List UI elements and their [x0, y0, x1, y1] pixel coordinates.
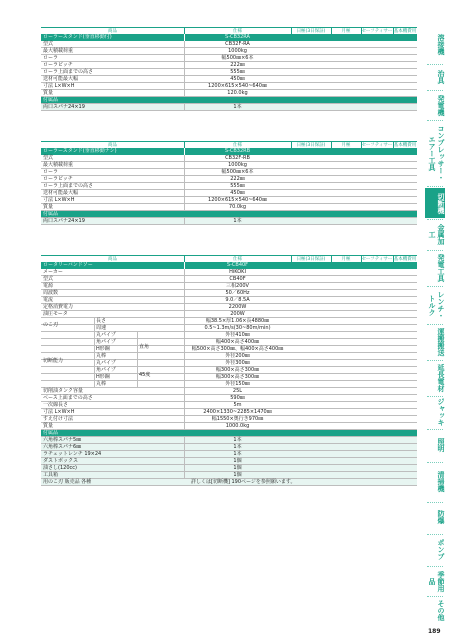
- cell-divider: [184, 190, 185, 197]
- cell-divider: [94, 318, 95, 325]
- side-index-item[interactable]: 溶接機: [437, 33, 445, 55]
- cell-divider: [184, 360, 185, 367]
- spec-row: [41, 62, 417, 69]
- spec-row: [41, 416, 417, 423]
- side-index-item[interactable]: ジャッキ: [437, 398, 445, 426]
- spec-value: 25L: [232, 388, 243, 394]
- cell-divider: [184, 353, 185, 360]
- spec-value: 450㎜: [230, 190, 245, 196]
- product-band: [41, 34, 417, 41]
- spec-value: 幅300×高さ300㎜: [215, 367, 260, 373]
- spec-subrow: [41, 332, 417, 339]
- column-header-product: 商品: [108, 143, 117, 148]
- cell-divider: [184, 388, 185, 395]
- spec-label: 切削油タンク容量: [43, 388, 83, 394]
- spec-row: [41, 395, 417, 402]
- spec-label: ローラ: [43, 55, 59, 61]
- cell-divider: [184, 472, 185, 479]
- side-index-item[interactable]: 季節用品: [428, 570, 445, 592]
- spec-label: 送材可能最大幅: [43, 190, 79, 196]
- spec-value: CB32F-RB: [225, 155, 250, 161]
- column-header-product: 商品: [108, 257, 117, 262]
- spec-label: 一次線長さ: [43, 402, 69, 408]
- spec-subrow: [41, 374, 417, 381]
- spec-subrow: [41, 346, 417, 353]
- spec-row: [41, 69, 417, 76]
- spec-sublabel: H形鋼: [96, 374, 110, 380]
- product-band: [41, 148, 417, 155]
- cell-divider: [184, 83, 185, 90]
- spec-row: [41, 90, 417, 97]
- column-header-spec: 仕様: [233, 29, 242, 34]
- spec-sublabel: 丸棒: [96, 353, 107, 359]
- side-index-separator: [427, 186, 443, 187]
- spec-label: 質量: [43, 90, 54, 96]
- spec-label: ローラ上面までの高さ: [43, 69, 94, 75]
- product-code: S-CB32RB: [224, 148, 251, 154]
- cell-divider: [94, 353, 95, 360]
- spec-row: [41, 290, 417, 297]
- spec-subrow: [41, 325, 417, 332]
- spec-row: [41, 176, 417, 183]
- spec-label: 質量: [43, 204, 54, 210]
- side-index: [425, 26, 445, 626]
- spec-row: [41, 76, 417, 83]
- cell-divider: [184, 218, 185, 225]
- band-divider: [184, 148, 185, 155]
- spec-row: [41, 83, 417, 90]
- accessories-title-row: [41, 430, 417, 437]
- spec-sublabel: 長さ: [96, 318, 107, 324]
- spec-value: CB32F-RA: [225, 41, 250, 47]
- spec-label: ローラピッチ: [43, 62, 73, 68]
- angle-label-straight: 直角: [139, 344, 150, 350]
- cell-divider: [184, 197, 185, 204]
- band-divider: [184, 34, 185, 41]
- spec-subrow: [41, 318, 417, 325]
- spec-row: [41, 48, 417, 55]
- spec-row: [41, 104, 417, 111]
- column-header-product: 商品: [108, 29, 117, 34]
- cell-divider: [184, 269, 185, 276]
- cell-divider: [184, 55, 185, 62]
- cell-divider: [184, 402, 185, 409]
- spec-row: [41, 444, 417, 451]
- spec-value: 1本: [233, 437, 242, 443]
- side-index-separator: [427, 286, 443, 287]
- column-header-safety: セーフティサー: [361, 257, 393, 262]
- column-header-monthly: 月極: [341, 257, 351, 262]
- spec-subrow: [41, 353, 417, 360]
- side-index-item[interactable]: ポンプ: [437, 538, 445, 560]
- product-name: ローラースタンド(垂直移動付): [43, 34, 112, 40]
- spec-label: 両口スパナ24×19: [43, 218, 85, 224]
- side-index-item[interactable]: 防爆: [437, 510, 445, 524]
- product-code: S-CB40F: [226, 262, 249, 268]
- spec-label: ローラピッチ: [43, 176, 73, 182]
- spec-value: 2400×1330~2285×1470㎜: [203, 409, 272, 415]
- spec-value: 0.5~1.3m/s(30~80m/min): [204, 325, 271, 331]
- spec-row: [41, 402, 417, 409]
- side-index-item[interactable]: 金属加工: [428, 224, 445, 245]
- product-name: ロータリーバンドソー: [43, 262, 93, 268]
- cell-divider: [184, 176, 185, 183]
- spec-row: [41, 183, 417, 190]
- side-index-separator: [427, 429, 443, 430]
- spec-label: ダストボックス: [43, 458, 78, 464]
- side-index-separator: [427, 324, 443, 325]
- cell-divider: [94, 325, 95, 332]
- cell-divider: [94, 339, 95, 346]
- spec-label: すえ付け寸法: [43, 416, 74, 422]
- spec-sublabel: H形鋼: [96, 346, 110, 352]
- spec-row: [41, 458, 417, 465]
- spec-row: [41, 276, 417, 283]
- spec-value: 三相200V: [226, 283, 249, 289]
- spec-value: 1000kg: [228, 162, 247, 168]
- spec-value: CB40F: [229, 276, 246, 282]
- cell-divider: [94, 367, 95, 374]
- column-header-safety: セーフティサー: [361, 143, 393, 148]
- spec-sublabel: 周速: [96, 325, 107, 331]
- cell-divider: [184, 451, 185, 458]
- cell-divider: [184, 297, 185, 304]
- accessories-title: 付属品: [43, 97, 59, 103]
- cell-divider: [94, 332, 95, 339]
- spec-label: ローラ上面までの高さ: [43, 183, 94, 189]
- accessories-title: 付属品: [43, 211, 59, 217]
- column-header-basic: 基本機費用: [393, 143, 417, 148]
- product-name: ローラースタンド(垂直移動ナシ): [43, 148, 117, 154]
- spec-value: 外径410㎜: [225, 332, 250, 338]
- spec-value: 幅500㎜×6本: [221, 55, 254, 61]
- cell-divider: [94, 360, 95, 367]
- side-index-separator: [427, 250, 443, 251]
- cell-divider: [137, 360, 138, 367]
- spec-value: 1個: [233, 472, 242, 478]
- spec-row: [41, 304, 417, 311]
- spec-row: [41, 283, 417, 290]
- spec-value: 幅500㎜×6本: [221, 169, 254, 175]
- spec-label: 工具箱: [43, 472, 59, 478]
- note-row: [41, 479, 417, 486]
- side-index-item[interactable]: 治具: [437, 70, 445, 84]
- cell-divider: [184, 183, 185, 190]
- spec-label: 最大積載荷重: [43, 48, 74, 54]
- spec-sublabel: 角パイプ: [96, 339, 116, 345]
- spec-row: [41, 41, 417, 48]
- spec-value: 幅1550×奥行き970㎜: [211, 416, 264, 422]
- spec-value: 1000kg: [228, 48, 247, 54]
- cell-divider: [184, 409, 185, 416]
- spec-sublabel: 丸棒: [96, 381, 107, 387]
- cell-divider: [184, 62, 185, 69]
- side-index-item[interactable]: その他: [437, 599, 445, 621]
- spec-label: 寸法 L×W×H: [43, 197, 75, 203]
- cell-divider: [137, 346, 138, 353]
- spec-row: [41, 169, 417, 176]
- blade-group-label: のこ刃: [43, 322, 59, 328]
- spec-label: 定格消費電力: [43, 304, 74, 310]
- cell-divider: [184, 444, 185, 451]
- side-index-item[interactable]: 清掃機: [437, 470, 445, 492]
- accessories-title-row: [41, 97, 417, 104]
- spec-value: 5m: [233, 402, 242, 408]
- column-header-monthly: 月極: [341, 143, 351, 148]
- spec-row: [41, 218, 417, 225]
- note-text: 詳しくは[切断機] 190ページを参照願います。: [191, 479, 296, 485]
- spec-row: [41, 297, 417, 304]
- column-header-daily: 日極(3日保証): [296, 143, 326, 148]
- spec-row: [41, 55, 417, 62]
- cell-divider: [184, 423, 185, 430]
- page-number: 189: [428, 628, 441, 635]
- spec-value: 1個: [233, 458, 242, 464]
- spec-value: 120.0kg: [227, 90, 248, 96]
- spec-label: 最大積載荷重: [43, 162, 74, 168]
- cell-divider: [184, 290, 185, 297]
- spec-value: 50／60Hz: [225, 290, 250, 296]
- column-header-monthly: 月極: [341, 29, 351, 34]
- cell-divider: [137, 374, 138, 381]
- cell-divider: [184, 48, 185, 55]
- spec-value: 1000.0kg: [225, 423, 250, 429]
- angle-label-45: 45度: [139, 372, 151, 378]
- cell-divider: [94, 374, 95, 381]
- cell-divider: [184, 204, 185, 211]
- cell-divider: [184, 69, 185, 76]
- table-header-row: [41, 141, 417, 148]
- spec-value: 1本: [233, 451, 242, 457]
- spec-row: [41, 423, 417, 430]
- side-index-separator: [427, 120, 443, 121]
- spec-value: 1本: [233, 218, 242, 224]
- accessories-title: 付属品: [43, 430, 59, 436]
- cutting-group-label: 切断能力: [43, 358, 64, 364]
- cell-divider: [184, 367, 185, 374]
- spec-sublabel: 角パイプ: [96, 367, 116, 373]
- spec-value: 1200×615×540~640㎜: [208, 83, 267, 89]
- spec-value: 555㎜: [230, 183, 245, 189]
- cell-divider: [184, 276, 185, 283]
- side-index-separator: [427, 596, 443, 597]
- spec-label: ラチェットレンチ 19×24: [43, 451, 102, 457]
- spec-value: 1本: [233, 444, 242, 450]
- spec-label: 送材可能最大幅: [43, 76, 79, 82]
- spec-label: 六角棒スパナ5㎜: [43, 437, 82, 443]
- cell-divider: [137, 367, 138, 374]
- cell-divider: [184, 346, 185, 353]
- spec-label: 寸法 L×W×H: [43, 409, 75, 415]
- cell-divider: [184, 458, 185, 465]
- spec-value: 9.0／8.5A: [225, 297, 250, 303]
- cell-divider: [137, 332, 138, 339]
- spec-value: 222㎜: [230, 176, 245, 182]
- spec-value: 1200×615×540~640㎜: [208, 197, 267, 203]
- side-index-item[interactable]: 切断機: [425, 188, 445, 218]
- column-header-spec: 仕様: [233, 143, 242, 148]
- spec-value: 590㎜: [230, 395, 245, 401]
- spec-row: [41, 190, 417, 197]
- cell-divider: [184, 169, 185, 176]
- cell-divider: [184, 332, 185, 339]
- spec-row: [41, 409, 417, 416]
- cell-divider: [184, 76, 185, 83]
- spec-label: メーカー: [43, 269, 63, 275]
- spec-label: 油圧モータ: [43, 311, 68, 317]
- spec-value: 555㎜: [230, 69, 245, 75]
- spec-value: 幅300×高さ300㎜: [215, 374, 260, 380]
- accessories-title-row: [41, 211, 417, 218]
- spec-label: 六角棒スパナ6㎜: [43, 444, 82, 450]
- side-index-separator: [427, 90, 443, 91]
- spec-value: 222㎜: [230, 62, 245, 68]
- spec-value: 幅400×高さ400㎜: [215, 339, 260, 345]
- cell-divider: [94, 346, 95, 353]
- side-index-separator: [427, 396, 443, 397]
- spec-row: [41, 204, 417, 211]
- spec-row: [41, 388, 417, 395]
- column-header-daily: 日極(3日保証): [296, 29, 326, 34]
- side-index-item[interactable]: 照明: [437, 438, 445, 452]
- spec-label: 電流: [43, 297, 54, 303]
- side-index-item[interactable]: レンチ・トルク: [428, 291, 445, 319]
- cell-divider: [184, 325, 185, 332]
- spec-row: [41, 437, 417, 444]
- cell-divider: [184, 311, 185, 318]
- side-index-separator: [427, 64, 443, 65]
- spec-value: 450㎜: [230, 76, 245, 82]
- spec-label: 寸法 L×W×H: [43, 83, 75, 89]
- cell-divider: [184, 41, 185, 48]
- side-index-separator: [427, 462, 443, 463]
- cell-divider: [184, 318, 185, 325]
- spec-table: [41, 141, 417, 225]
- cell-divider: [184, 465, 185, 472]
- spec-label: 電源: [43, 283, 54, 289]
- column-header-basic: 基本機費用: [393, 29, 417, 34]
- spec-row: [41, 155, 417, 162]
- spec-label: 質量: [43, 423, 54, 429]
- cell-divider: [184, 90, 185, 97]
- spec-label: 油さし(120cc): [43, 465, 77, 471]
- spec-sublabel: 丸パイプ: [96, 360, 116, 366]
- product-code: S-CB32RA: [225, 34, 250, 40]
- spec-subrow: [41, 360, 417, 367]
- spec-value: 幅500×高さ300㎜、幅400×高さ400㎜: [191, 346, 284, 352]
- spec-value: 外径300㎜: [225, 360, 250, 366]
- spec-value: 幅38.5×厚1.06×長4880㎜: [205, 318, 270, 324]
- spec-value: 1個: [233, 465, 242, 471]
- side-index-item[interactable]: 延長電材: [437, 364, 445, 392]
- spec-label: 型式: [43, 276, 54, 282]
- side-index-separator: [427, 360, 443, 361]
- product-band: [41, 262, 417, 269]
- band-divider: [184, 262, 185, 269]
- cell-divider: [184, 416, 185, 423]
- side-index-separator: [427, 566, 443, 567]
- spec-value: 2200W: [228, 304, 247, 310]
- side-index-separator: [427, 219, 443, 220]
- spec-label: ローラ: [43, 169, 59, 175]
- spec-row: [41, 451, 417, 458]
- cell-divider: [94, 381, 95, 388]
- spec-value: HiKOKI: [229, 269, 246, 275]
- spec-label: 型式: [43, 41, 54, 47]
- table-header-row: [41, 255, 417, 262]
- column-header-safety: セーフティサー: [361, 29, 393, 34]
- column-header-daily: 日極(3日保証): [296, 257, 326, 262]
- spec-label: 型式: [43, 155, 54, 161]
- column-header-basic: 基本機費用: [393, 257, 417, 262]
- cell-divider: [184, 304, 185, 311]
- cell-divider: [184, 162, 185, 169]
- spec-row: [41, 311, 417, 318]
- spec-subrow: [41, 367, 417, 374]
- side-index-item[interactable]: 運搬搬送: [437, 328, 445, 356]
- table-header-row: [41, 27, 417, 34]
- spec-table: [41, 27, 417, 111]
- spec-subrow: [41, 339, 417, 346]
- cell-divider: [137, 381, 138, 388]
- spec-label: 両口スパナ24×19: [43, 104, 85, 110]
- spec-row: [41, 472, 417, 479]
- side-index-item[interactable]: 発電機: [437, 94, 445, 116]
- cell-divider: [184, 395, 185, 402]
- side-index-item[interactable]: 発電工具: [437, 254, 445, 282]
- side-index-item[interactable]: コンプレッサー・エアー工具: [428, 125, 445, 181]
- cell-divider: [184, 381, 185, 388]
- spec-label: 周波数: [43, 290, 59, 296]
- spec-value: 200W: [230, 311, 245, 317]
- cell-divider: [184, 155, 185, 162]
- spec-row: [41, 269, 417, 276]
- cell-divider: [184, 374, 185, 381]
- cell-divider: [184, 283, 185, 290]
- side-index-separator: [427, 502, 443, 503]
- spec-value: 70.0kg: [228, 204, 247, 210]
- note-label: 用のこ刃 販売品 各種: [43, 479, 92, 485]
- cell-divider: [137, 339, 138, 346]
- spec-value: 外径200㎜: [225, 353, 250, 359]
- cell-divider: [184, 104, 185, 111]
- cell-divider: [184, 437, 185, 444]
- spec-row: [41, 197, 417, 204]
- spec-row: [41, 465, 417, 472]
- spec-row: [41, 162, 417, 169]
- spec-table: [41, 255, 417, 486]
- cell-divider: [137, 353, 138, 360]
- side-index-separator: [427, 534, 443, 535]
- spec-value: 1本: [233, 104, 242, 110]
- spec-label: ベース上面までの高さ: [43, 395, 93, 401]
- spec-sublabel: 丸パイプ: [96, 332, 116, 338]
- cell-divider: [184, 339, 185, 346]
- spec-subrow: [41, 381, 417, 388]
- spec-value: 外径150㎜: [225, 381, 250, 387]
- column-header-spec: 仕様: [233, 257, 242, 262]
